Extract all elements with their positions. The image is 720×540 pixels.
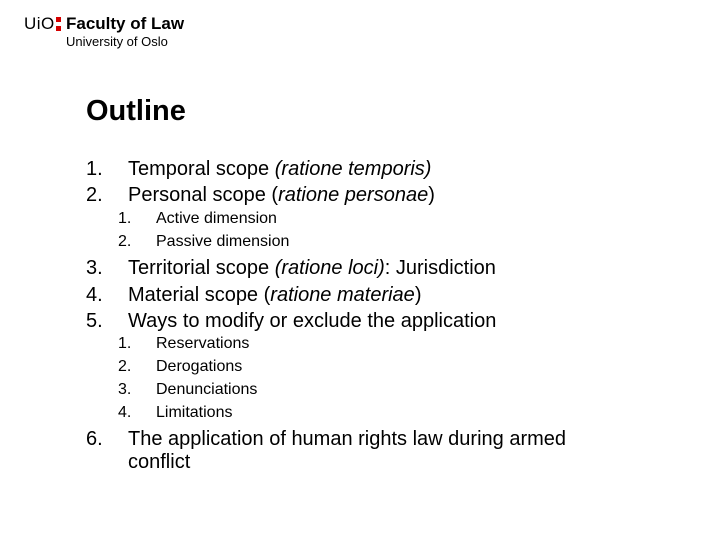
logo-faculty-name: Faculty of Law — [66, 14, 185, 33]
subitem-number: 2. — [118, 358, 132, 375]
subitem-text: Limitations — [156, 404, 233, 421]
item-number: 5. — [86, 310, 103, 332]
item-number: 4. — [86, 284, 103, 306]
item-number: 1. — [86, 158, 103, 180]
slide-title: Outline — [86, 95, 186, 127]
subitem-number: 2. — [118, 233, 132, 250]
subitem-text: Passive dimension — [156, 233, 290, 250]
logo-uio-text: UiO — [24, 14, 55, 33]
item-text-line-2: conflict — [128, 451, 191, 473]
logo-colon-icon — [56, 17, 61, 31]
item-text-line-1: The application of human rights law during armed — [128, 428, 567, 450]
subitem-number: 1. — [118, 210, 132, 227]
subitem-number: 4. — [118, 404, 132, 421]
subitem-text: Denunciations — [156, 381, 258, 398]
subitem-text: Derogations — [156, 358, 243, 375]
subitem-text: Active dimension — [156, 210, 277, 227]
item-number: 6. — [86, 428, 103, 450]
item-number: 3. — [86, 257, 103, 279]
item-text: Personal scope (ratione personae) — [128, 184, 435, 206]
item-text: Temporal scope (ratione temporis) — [128, 158, 432, 180]
item-text: Ways to modify or exclude the application — [128, 310, 497, 332]
subitem-text: Reservations — [156, 335, 250, 352]
logo-university-name: University of Oslo — [66, 34, 168, 49]
item-text: Territorial scope (ratione loci): Jurisdiction — [128, 257, 496, 279]
item-number: 2. — [86, 184, 103, 206]
subitem-number: 1. — [118, 335, 132, 352]
item-text: Material scope (ratione materiae) — [128, 284, 422, 306]
subitem-number: 3. — [118, 381, 132, 398]
